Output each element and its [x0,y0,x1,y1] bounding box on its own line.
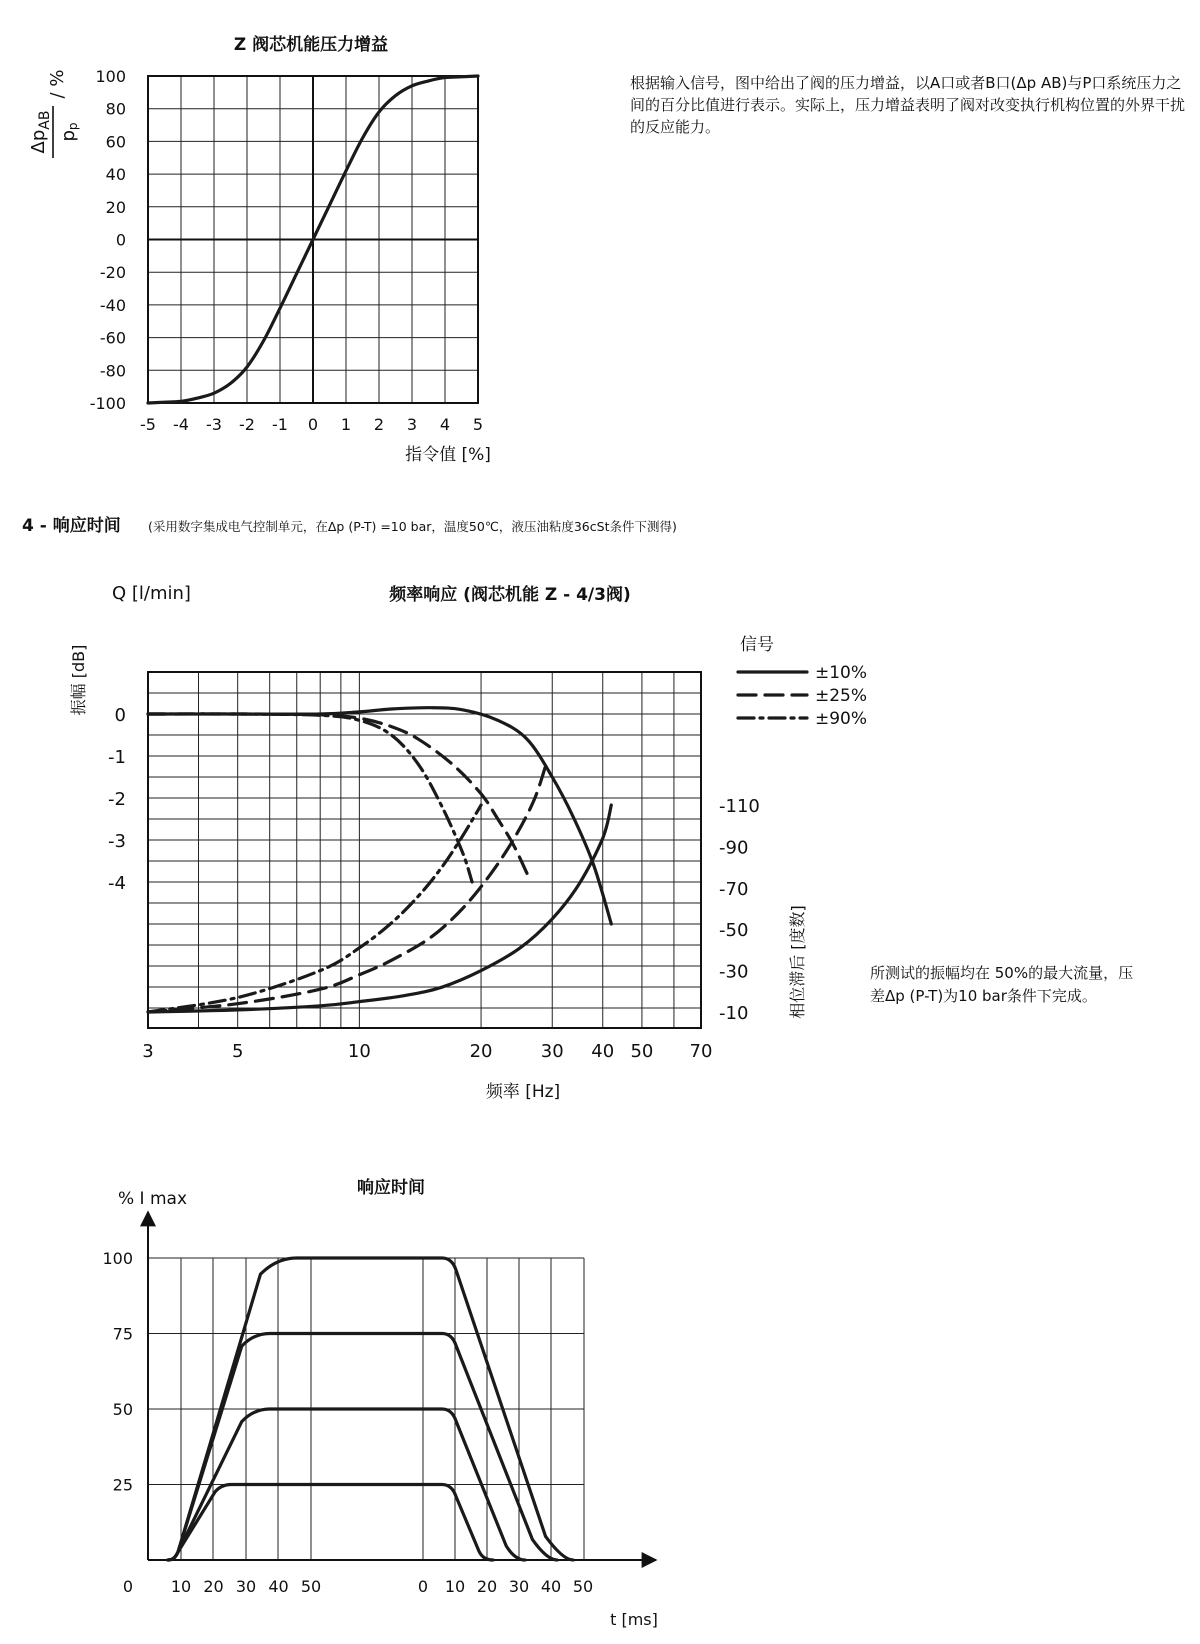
chart3-y-tick-label: 50 [112,1400,133,1419]
legend-label-10: ±10% [815,663,868,683]
chart1-y-tick-label: -60 [99,328,126,348]
chart2-phase-tick-label: -110 [719,796,760,817]
chart1-x-tick-label: 5 [472,415,484,434]
chart2-phase-tick-label: -90 [719,837,749,859]
chart2-x-tick-labels [142,1041,712,1062]
chart2-amplitude-tick-label: -4 [108,873,126,894]
chart3-y-axis-label: % I max [118,1189,188,1209]
chart1-x-tick-labels [140,415,483,434]
pressure-gain-chart [28,34,491,465]
response-time-chart [102,1177,657,1629]
chart2-phase-tick-label: -50 [719,920,749,942]
phase-curve-10 [148,805,611,1012]
amplitude-curve-25 [148,714,527,874]
chart1-y-tick-label: -100 [89,394,126,413]
chart1-y-axis-label [28,70,80,158]
chart2-x-tick-label: 3 [142,1041,154,1062]
chart2-x-axis-label: 频率 [Hz] [485,1082,561,1102]
chart2-x-tick-label: 50 [630,1041,654,1062]
chart2-legend [738,635,867,729]
chart2-amplitude-axis-label: 振幅 [dB] [69,644,88,716]
chart2-flow-label: Q [l/min] [112,583,191,604]
chart2-amplitude-tick-label: -2 [108,789,126,810]
legend-label-90: ±90% [815,709,868,729]
chart1-y-label-numerator: $\Delta p_{AB}$ [28,110,53,154]
chart2-phase-tick-labels [719,796,760,1024]
chart1-y-tick-label: 60 [105,132,126,152]
chart1-x-tick-label: -4 [173,415,189,434]
chart3-x-tick-fall: 0 [417,1577,429,1596]
chart1-x-tick-label: -1 [272,415,288,434]
chart1-y-tick-label: -40 [99,295,126,315]
chart1-x-tick-label: 0 [307,415,319,434]
chart1-y-label-denominator: pp [58,122,80,142]
chart1-x-tick-label: 4 [439,415,451,434]
legend-label-25: ±25% [815,686,868,706]
gain-description: 根据输入信号，图中给出了阀的压力增益，以A口或者B口(Δp AB)与P口系统压力之间的百分比值进行表示。实际上，压力增益表明了阀对改变执行机构位置的外界干扰的反应能力。 [630,74,1186,136]
chart3-y-tick-labels [102,1249,133,1495]
chart2-x-tick-label: 40 [591,1041,615,1062]
chart1-x-tick-label: 3 [406,415,418,434]
chart1-x-tick-label: 1 [340,415,352,434]
chart1-title: Z 阀芯机能压力增益 [233,35,389,55]
chart3-x-tick-rise: 50 [300,1577,322,1596]
chart3-x-tick-rise: 10 [170,1577,192,1596]
chart3-title: 响应时间 [357,1178,425,1198]
chart1-x-tick-label: -3 [206,415,222,434]
chart2-amplitude-tick-label: -3 [108,831,126,852]
chart2-amplitude-tick-label: 0 [114,705,126,726]
chart2-phase-tick-label: -70 [719,878,749,900]
chart3-x-tick-fall: 50 [572,1577,594,1596]
chart2-x-tick-label: 10 [347,1041,371,1062]
chart2-plot-frame [148,672,701,1028]
chart1-y-label-suffix: / % [47,69,68,99]
chart1-x-tick-label: -2 [239,415,255,434]
chart1-y-tick-label: 100 [95,67,126,86]
chart3-x-tick-fall: 30 [508,1577,530,1596]
chart3-x-tick-fall: 10 [444,1577,466,1596]
phase-curve-90 [148,805,481,1012]
chart1-y-tick-label: 80 [105,99,126,119]
chart1-x-axis-label: 指令值 [%] [405,445,491,465]
chart3-x-tick-rise: 30 [235,1577,257,1596]
chart3-y-tick-label: 25 [112,1475,133,1495]
response-curve-25 [168,1485,493,1561]
chart3-x-tick-fall: 20 [476,1577,498,1596]
chart1-x-tick-label: -5 [140,415,156,434]
chart1-y-tick-label: 20 [105,197,126,217]
chart2-x-tick-label: 30 [540,1041,564,1062]
chart2-phase-tick-label: -30 [719,961,749,983]
chart1-y-tick-label: 40 [105,165,126,185]
chart3-x-tick-origin: 0 [122,1577,134,1596]
chart1-y-tick-label: -80 [99,361,126,381]
section-title: 4 - 响应时间 [22,516,121,536]
frequency-response-chart [69,583,867,1102]
chart2-title: 频率响应 (阀芯机能 Z - 4/3阀) [389,585,631,605]
chart3-x-axis-label: t [ms] [610,1610,658,1629]
chart2-phase-tick-label: -10 [719,1003,749,1024]
chart1-y-tick-label: 0 [115,230,126,250]
chart2-x-tick-label: 5 [231,1041,244,1062]
chart3-y-tick-label: 100 [102,1249,133,1268]
chart2-amplitude-tick-label: -1 [108,747,126,768]
chart2-legend-title: 信号 [740,635,774,655]
chart1-y-tick-label: -20 [99,263,126,283]
chart1-y-tick-labels [90,67,126,413]
chart3-y-tick-label: 75 [112,1324,133,1344]
chart1-x-tick-label: 2 [373,415,385,434]
section-note: (采用数字集成电气控制单元，在Δp (P-T) =10 bar，温度50℃，液压油粘度36cSt条件下测得) [148,519,677,534]
chart2-phase-axis-label: 相位滞后 [度数] [788,905,807,1019]
chart3-x-tick-fall: 40 [540,1577,562,1596]
chart2-amplitude-tick-labels [108,705,126,894]
chart2-legend-entries [738,663,867,729]
chart3-x-tick-rise: 20 [203,1577,224,1596]
chart3-x-tick-rise: 40 [268,1577,289,1596]
freq-response-note: 所测试的振幅均在 50%的最大流量，压差Δp (P-T)为10 bar条件下完成。 [870,964,1134,1005]
amplitude-curve-10 [148,708,611,924]
chart2-x-tick-label: 20 [469,1041,493,1062]
chart3-x-tick-labels [123,1577,593,1596]
chart2-x-tick-label: 70 [689,1041,713,1062]
chart2-grid [148,672,701,1028]
